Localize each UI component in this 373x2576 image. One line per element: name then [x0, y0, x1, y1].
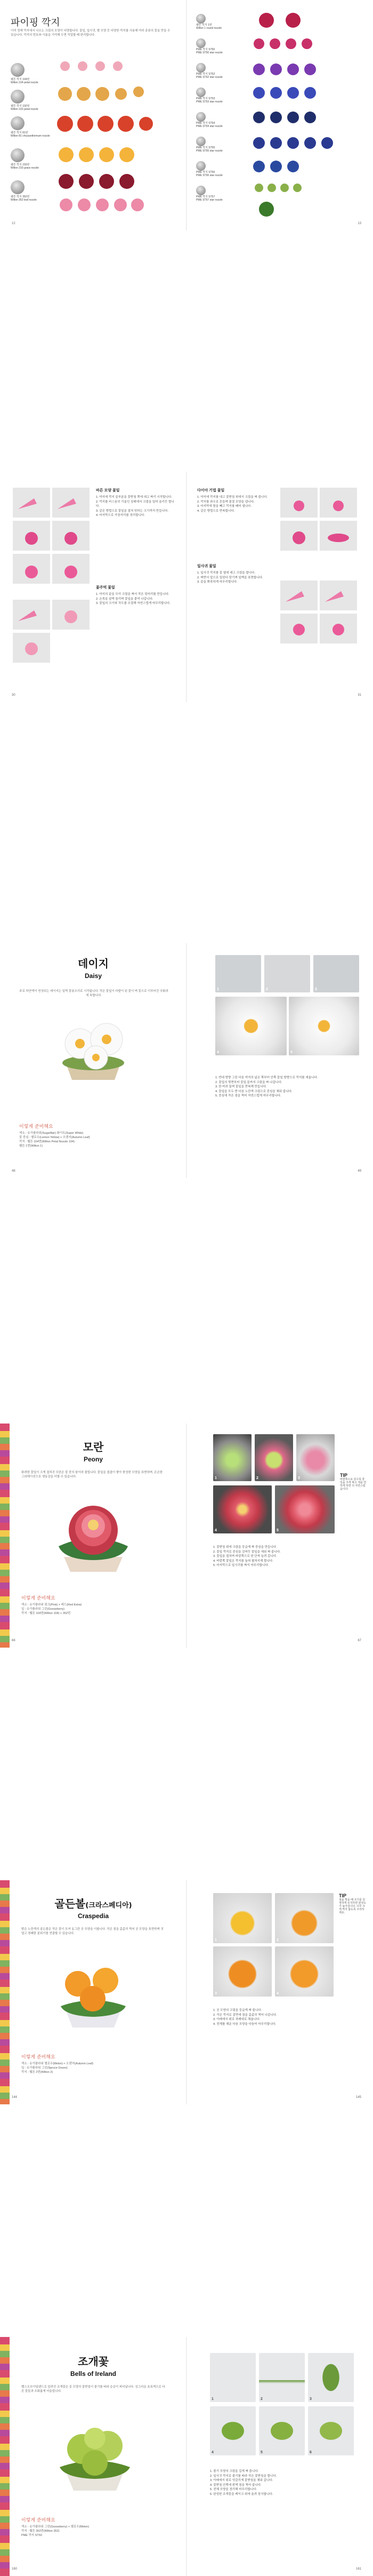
materials-text: 색소 : 슈가플라워 그린(Gooseberry) + 옐로우(Melon) 깍지 : 웰튼 352번(Wilton 352) PME 깍지 ST50 [21, 2525, 90, 2537]
step-number: 2 [277, 1938, 279, 1942]
page-left [0, 472, 186, 702]
bells-cupcake-image [52, 2412, 137, 2492]
materials-title: 이렇게 준비해요 [19, 1124, 53, 1130]
nozzle-label: 웰튼 깍지 81번 Wilton 81 chrysanthemum nozzle [11, 131, 50, 138]
page-right [186, 2337, 373, 2576]
tip-text: 바깥쪽으로 갈수록 꽃잎을 크게 짜고 색을 연하게 하면 더 자연스럽습니다. [340, 1478, 367, 1491]
spread-piping-nozzles [0, 0, 373, 230]
step-text: 1. 약지에 깍지 끝부분을 꽃받침 쪽에 대고 짜기 시작합니다. 2. 깍지를 비스듬히 기울인 상태에서 크림을 밀어 올리듯 짭니다. 3. 같은 방법으로 꽃잎을 겹쳐 원하는 크기까지 만듭니다. 4. 마지막으로 가장자리를 정리합니다. [96, 496, 174, 517]
gutter [186, 1424, 187, 1648]
page-number: 13 [358, 222, 361, 225]
page-number: 145 [355, 2096, 361, 2099]
page-number: 161 [355, 2567, 361, 2571]
nozzle-label: 웰튼 깍지 104번 Wilton 104 petal nozzle [11, 78, 38, 84]
technique-text-c [197, 488, 274, 513]
nozzle-row [11, 180, 37, 202]
nozzle-icon [196, 14, 206, 23]
peony-step-photos [213, 1434, 336, 1536]
section-heading: 다이아 기법 꽃잎 [197, 489, 225, 492]
nozzle-icon [11, 148, 25, 162]
nozzle-row [11, 63, 38, 84]
page-right [186, 1880, 373, 2104]
title-sub: (크라스페디아) [85, 1902, 132, 1910]
step-number: 3 [215, 1992, 217, 1995]
step-number: 1 [215, 1938, 217, 1942]
nozzle-label: PME 깍지 ST55 PME ST55 star nozzle [196, 146, 223, 153]
page-number: 67 [358, 1639, 361, 1642]
nozzle-icon [196, 137, 206, 146]
section-heading: 바른 모양 꽃잎 [96, 489, 120, 492]
section-heading: 꽃주먹 꽃잎 [96, 586, 115, 590]
step-text: 1. 잎사귀 깍지를 꽃 옆에 대고 크림을 짭니다. 2. 짜면서 앞으로 밀었다 당기며 잎맥을 표현합니다. 3. 끝을 뾰족하게 마무리합니다. [197, 571, 263, 584]
step-number: 5 [277, 1529, 279, 1532]
page-number: 160 [12, 2567, 18, 2571]
page-number: 144 [12, 2096, 18, 2099]
step-number: 2 [261, 2397, 263, 2401]
page-right [186, 943, 373, 1178]
nozzle-label: 웰튼 깍지 1번 Wilton 1 round nozzle [196, 23, 222, 30]
nozzle-list [196, 14, 223, 210]
technique-text-b [96, 585, 176, 606]
nozzle-icon [196, 38, 206, 48]
step-number: 4 [217, 1051, 219, 1054]
page-left [0, 2337, 186, 2576]
materials-title: 이렇게 준비해요 [21, 2518, 55, 2523]
section-title-ko: 조개꽃 [78, 2355, 109, 2368]
daisy-cupcake-image [51, 1006, 136, 1081]
nozzle-icon [196, 63, 206, 73]
craspedia-cupcake-image [53, 1953, 133, 2028]
step-number: 3 [315, 988, 317, 991]
nozzle-label: PME 깍지 ST53 PME ST53 star nozzle [196, 97, 223, 104]
section-title-en: Daisy [84, 972, 102, 980]
tip-box [339, 1893, 367, 1914]
nozzle-label: 웰튼 깍지 352번 Wilton 352 leaf nozzle [11, 195, 37, 202]
nozzle-icon [196, 161, 206, 171]
craspedia-step-photos [213, 1893, 336, 2000]
nozzle-label: PME 깍지 ST52 PME ST52 star nozzle [196, 73, 223, 79]
spread-bells-of-ireland [0, 2337, 373, 2576]
gutter [186, 1880, 187, 2104]
section-title-en: Bells of Ireland [70, 2370, 117, 2378]
section-title-en: Craspedia [77, 1912, 109, 1920]
nozzle-icon [196, 186, 206, 195]
step-number: 3 [298, 1476, 300, 1480]
materials-title: 이렇게 준비해요 [21, 1596, 55, 1601]
step-number: 4 [277, 1992, 279, 1995]
nozzle-row [11, 90, 38, 111]
step-number: 4 [212, 2451, 214, 2454]
steps-text: 1. 반대 방향 그린 다음 약지의 넓은 쪽부터 안쪽 꽃잎 방향으로 깍지를 세웁니다. 2. 꽃잎의 뒷면부터 꽃잎 끝까지 크림을 짜 나갑니다. 3. 한 바퀴 돌며 꽃잎을 반복해 만듭니다. 4. 꽃잎을 모두 짠 다음 노란색 크림으로 중심을 채워 줍니다. 5. 중심에 작은 점을 찍어 자연스럽게 마무리합니다. [215, 1076, 318, 1098]
section-title-en: Peony [83, 1456, 103, 1463]
nozzle-label: PME 깍지 ST57 PME ST57 star nozzle [196, 195, 223, 202]
tip-title: TIP [340, 1473, 348, 1478]
materials-text: 색소 : 슈가플라워 옐로우(Melon) + 오렌지(Autumn Leaf) 잎 : 슈가플라워 그린(Spruce Green) 깍지 : 웰튼 2번(Wilton 2) [21, 2062, 93, 2074]
step-number: 1 [215, 1476, 217, 1480]
intro-text: 이미 정해 깍지에서 나오는 크림의 모양이 다양합니다. 꽃잎, 잎사귀, 별 모양 등 다양한 깍지를 사용해 여러 종류의 꽃을 만들 수 있습니다. 깍지의 번호와 이름을 기억해 두면 작업할 때 편리합니다. [11, 29, 171, 37]
page-number: 12 [12, 222, 15, 225]
page-number: 66 [12, 1639, 15, 1642]
step-number: 5 [290, 1051, 293, 1054]
spread-daisy [0, 943, 373, 1178]
step-number: 5 [261, 2451, 263, 2454]
step-number: 4 [215, 1529, 217, 1532]
nozzle-icon [11, 90, 25, 104]
page-right [186, 0, 373, 230]
nozzle-icon [11, 63, 25, 77]
spread-techniques [0, 472, 373, 702]
spread-craspedia [0, 1880, 373, 2104]
page-number: 49 [358, 1170, 361, 1173]
intro-text: 화려한 꽃잎이 크게 겹쳐진 모란은 꽃 중의 왕이라 불립니다. 꽃잎을 겹겹이 쌓아 풍성한 모양을 표현하며, 은은한 그라데이션으로 생동감을 더할 수 있습니다. [21, 1471, 163, 1478]
gutter [186, 2337, 187, 2576]
materials-text: 색소 : 슈가플라워 핑크(Pink) + 레드(Red Extra) 잎 : 슈가플라워 그린(Gooseberry) 깍지 : 웰튼 104번(Wilton 104) + 352번 [21, 1603, 82, 1615]
step-number: 2 [266, 988, 268, 991]
technique-photos-right [280, 488, 360, 674]
step-number: 1 [212, 2397, 214, 2401]
step-number: 3 [310, 2397, 312, 2401]
nozzle-row [11, 148, 39, 170]
section-title-ko: 모란 [83, 1441, 104, 1453]
page-right [186, 472, 373, 702]
peony-cupcake-image [48, 1493, 139, 1573]
nozzle-row [11, 116, 50, 138]
page-title: 파이핑 깍지 [11, 17, 60, 28]
page-left [0, 1424, 186, 1648]
steps-text: 1. 꽃받침 위에 크림을 둥글게 짜 중심을 만듭니다. 2. 꽃잎 깍지로 중심을 감싸듯 꽃잎을 세워 짜 줍니다. 3. 꽃잎을 겹치며 바깥쪽으로 한 단씩 늘려 갑니다. 4. 바깥쪽 꽃잎은 깍지를 눕혀 펼쳐지게 짭니다. 5. 마지막으로 잎사귀를 짜서 마무리합니다. [213, 1546, 281, 1567]
materials-title: 이렇게 준비해요 [21, 2055, 55, 2060]
page-number: 31 [358, 694, 361, 697]
intro-text: 주로 하얀색이 연상되는 데이지는 일찍 꽃봉오리로 시작됩니다. 작은 꽃잎이 다발이 된 꽃이 며 꽃으로 이루어진 국화과에 속합니다. [19, 990, 168, 997]
page-left [0, 0, 186, 230]
tip-box [340, 1473, 367, 1491]
nozzle-label: PME 깍지 ST50 PME ST50 star nozzle [196, 48, 223, 54]
page-left [0, 1880, 186, 2104]
flower-samples-left [53, 60, 176, 214]
technique-text-a [96, 488, 176, 518]
intro-text: 벨스오브아일랜드로 알려진 조개꽃은 종 모양의 꽃받침이 줄기를 따라 층층이 피어납니다. 싱그러운 초록색으로 다른 꽃들과 조화롭게 어울립니다. [21, 2386, 165, 2393]
section-title-ko [0, 1895, 186, 1911]
intro-text: 밝은 노란색의 골든볼은 작은 꽃이 모여 동그란 공 모양을 이룹니다. 작은 점을 촘촘히 찍어 공 모양을 표현하며 귀엽고 경쾌한 분위기를 연출할 수 있습니다. [21, 1928, 164, 1935]
tip-title: TIP [339, 1893, 347, 1898]
nozzle-label: PME 깍지 ST54 PME ST54 star nozzle [196, 122, 223, 128]
page-number: 30 [12, 694, 15, 697]
step-text: 1. 약지의 끝을 모아 크림을 짜서 작은 덩어리를 만듭니다. 2. 손목을 살짝 돌리며 꽃잎을 붙여 나갑니다. 3. 꽃잎의 크기와 각도를 조절해 자연스럽게 마무리합니다. [96, 593, 171, 605]
nozzle-label: 웰튼 깍지 233번 Wilton 233 grass nozzle [11, 163, 39, 170]
step-number: 2 [256, 1476, 258, 1480]
gutter [186, 472, 187, 702]
section-heading: 잎사귀 꽃잎 [197, 565, 216, 568]
gutter [186, 943, 187, 1178]
step-text: 1. 약지에 깍지를 대고 꽃받침 위에서 크림을 짜 줍니다. 2. 깍지를 좌우로 흔들며 물결 모양을 냅니다. 3. 마지막에 힘을 빼고 깍지를 떼어 냅니다. 4. 같은 방법으로 반복합니다. [197, 496, 268, 513]
page-left [0, 943, 186, 1178]
bells-step-photos [210, 2353, 354, 2460]
steps-text: 1. 공 모양의 크림을 둥글게 짜 줍니다. 2. 작은 깍지로 겉면에 점을 촘촘히 찍어 나갑니다. 3. 아래에서 위로 차례대로 채웁니다. 4. 전체를 채운 다음 모양을 다듬어 마무리합니다. [213, 2009, 277, 2026]
page-number: 48 [12, 1170, 15, 1173]
step-number: 6 [310, 2451, 312, 2454]
flower-samples-right [250, 12, 357, 220]
materials-text: 색소 : 슈가플라워(Sugarflair) 화이트(Super White) 꽃 중심 : 옐로우(Lemon Yellow) + 오렌지(Autumn Leaf) 깍지 : 웰튼 104번(Wilton Petal Nozzle 104) 웰튼 1번(Wilton 1) [19, 1132, 90, 1148]
title-main: 골든볼 [54, 1897, 86, 1910]
daisy-step-photos [215, 955, 359, 1067]
nozzle-icon [11, 116, 25, 130]
tip-text: 점을 찍을 때 크기를 일정하게 유지하면 완성도가 높아집니다. 너무 크게 찍지 않도록 주의하세요. [339, 1898, 367, 1914]
page-right [186, 1424, 373, 1648]
steps-text: 1. 줄기 모양의 크림을 길게 짜 줍니다. 2. 잎사귀 깍지로 줄기를 따라 작은 꽃받침을 짭니다. 3. 아래에서 위로 엇갈리게 꽃받침을 채워 갑니다. 4. 꽃받침 안쪽에 흰색 점을 찍어 줍니다. 5. 전체 모양을 정리해 마무리합니다. 6. 완성한 조개꽃을 케이크 위에 올려 장식합니다. [210, 2470, 277, 2496]
gutter [186, 0, 187, 230]
section-title-ko: 데이지 [78, 957, 109, 970]
nozzle-label: 웰튼 깍지 102번 Wilton 102 petal nozzle [11, 105, 38, 111]
step-number: 1 [217, 988, 219, 991]
nozzle-icon [196, 88, 206, 97]
nozzle-icon [196, 112, 206, 122]
technique-photos-left [13, 488, 93, 674]
technique-text-d [197, 563, 274, 585]
nozzle-label: PME 깍지 ST56 PME ST56 star nozzle [196, 171, 223, 177]
nozzle-icon [11, 180, 25, 194]
spread-peony [0, 1424, 373, 1648]
